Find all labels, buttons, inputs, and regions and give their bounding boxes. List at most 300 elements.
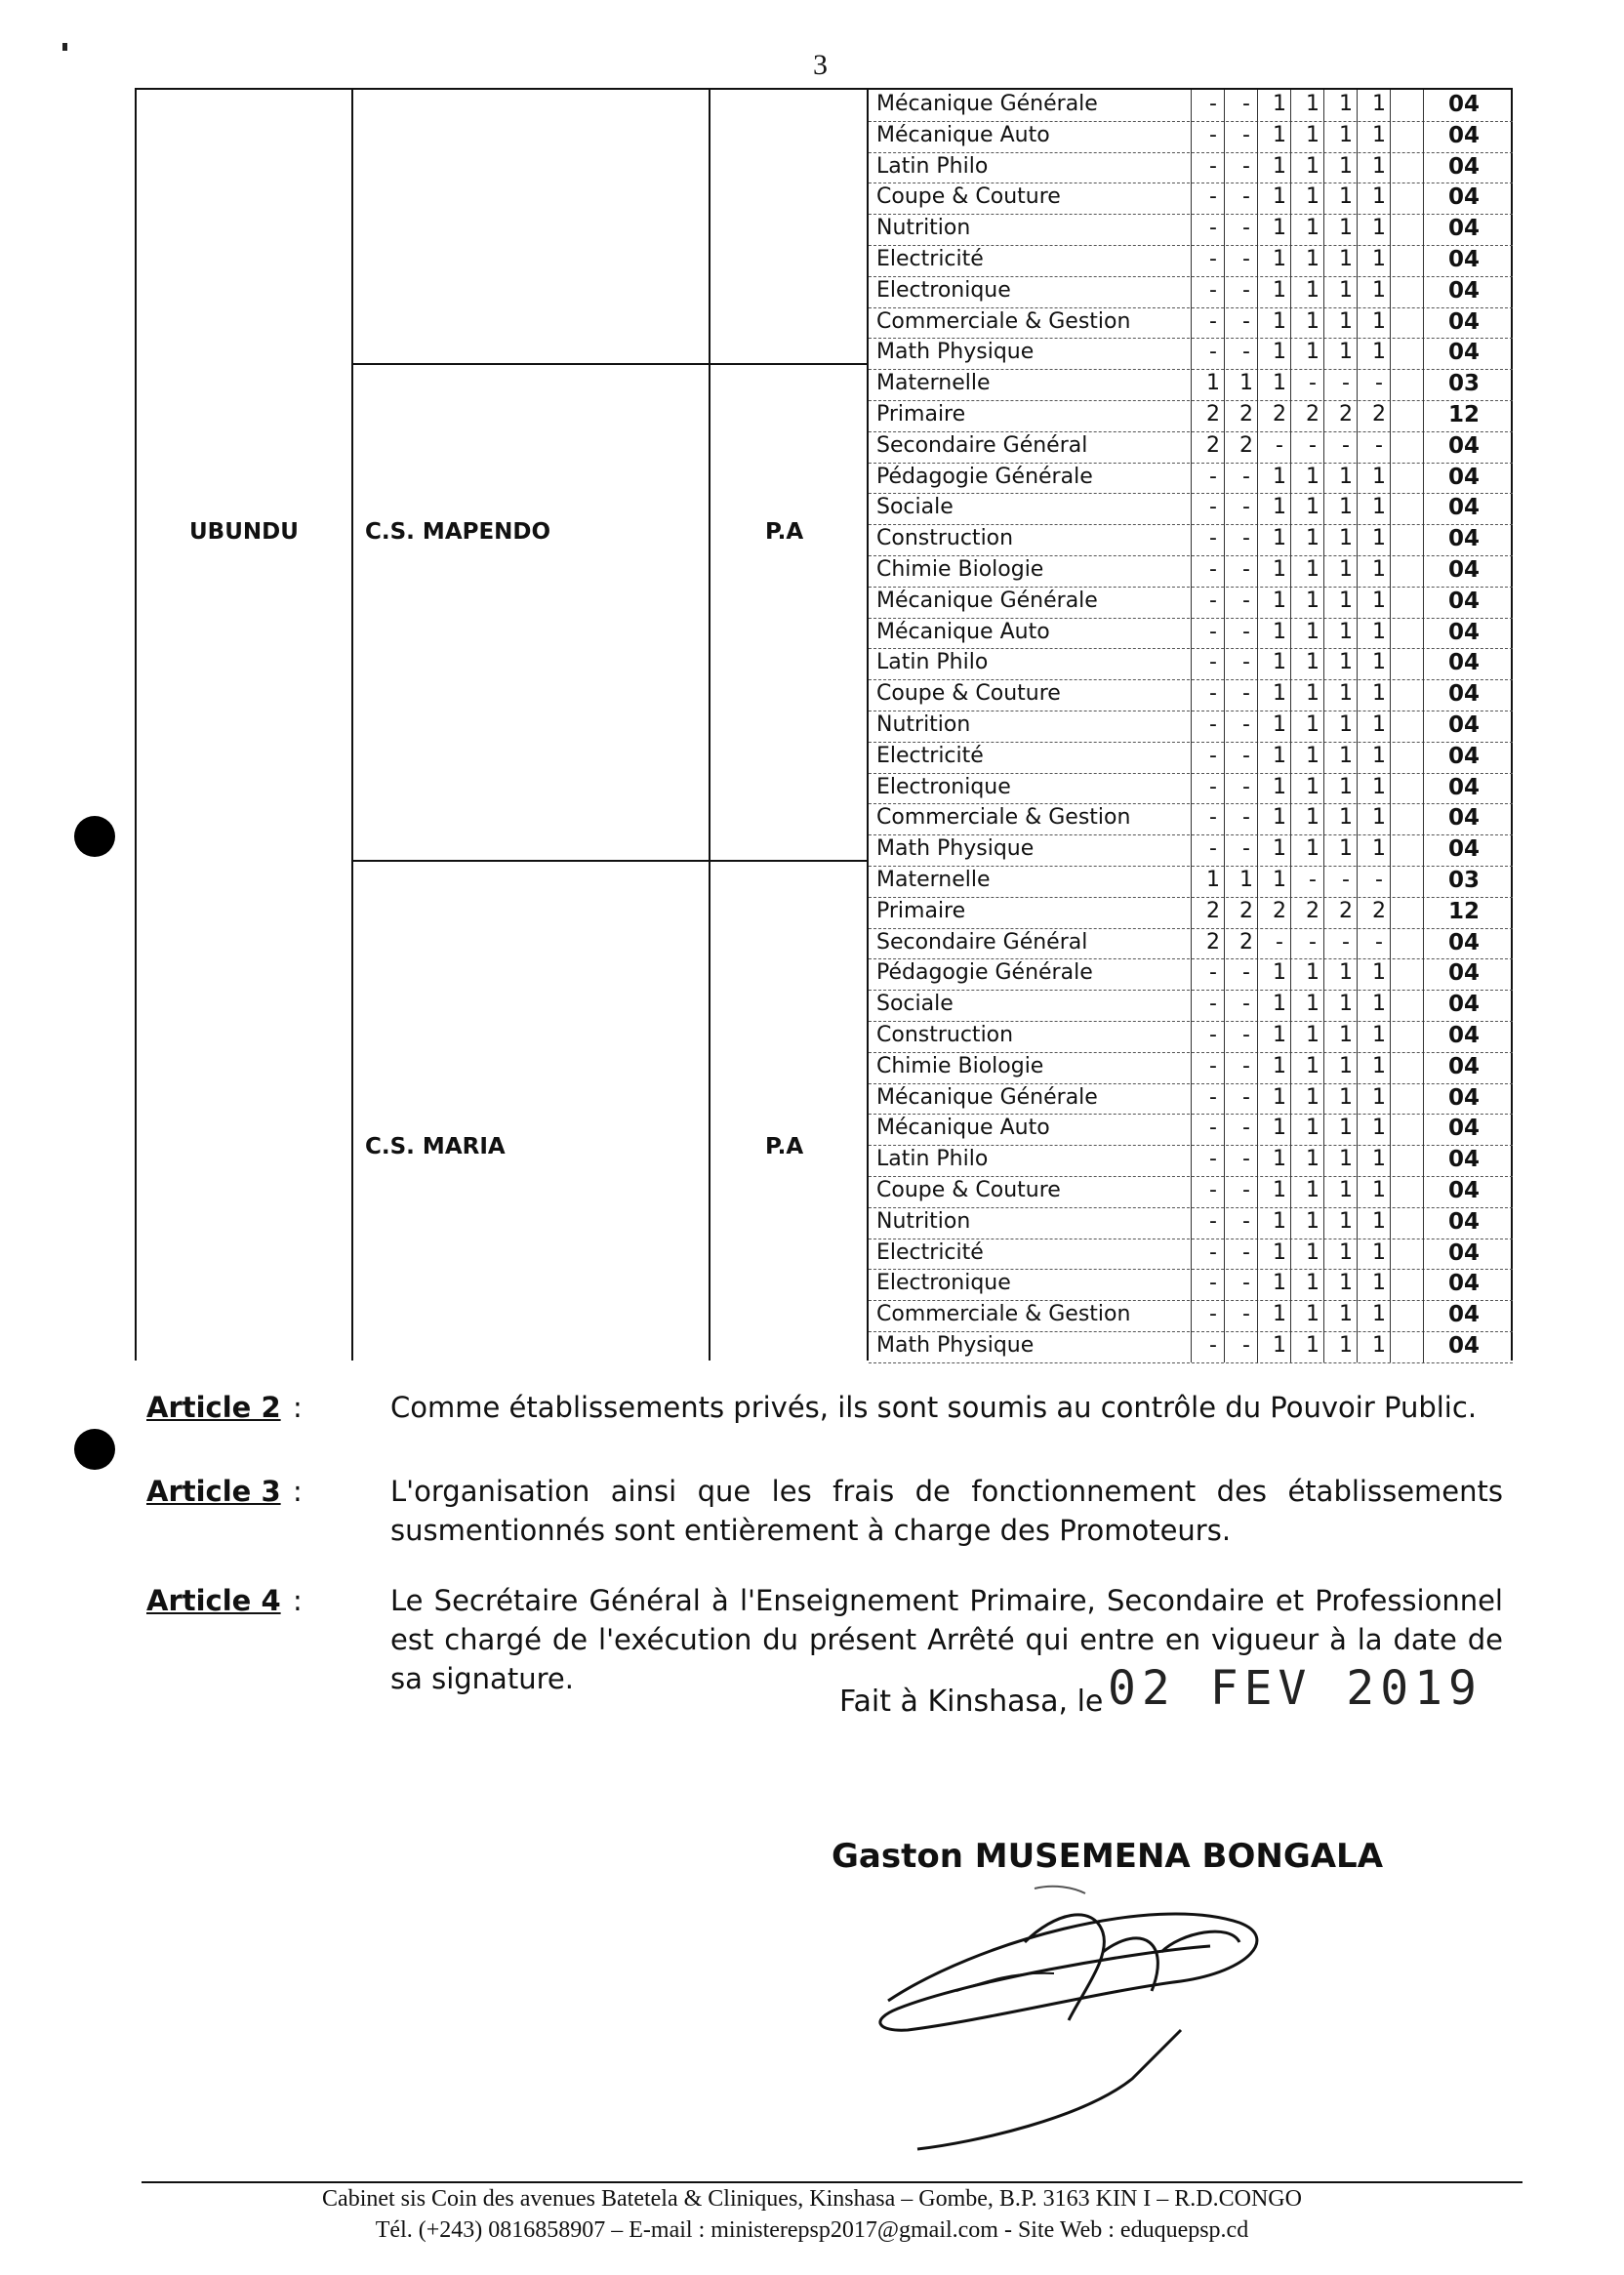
cell-divider [1257,493,1258,524]
total-cell: 04 [1447,1302,1480,1328]
subject-label: Mécanique Générale [876,588,1098,613]
cell-divider [1357,1269,1358,1300]
class-count-cell: 1 [1273,1239,1286,1265]
class-count-cell: 1 [1273,308,1286,334]
page-number: 3 [813,49,828,81]
footer-divider [142,2181,1522,2183]
table-row [869,524,1513,556]
cell-divider [1390,1021,1391,1052]
cell-divider [1390,1300,1391,1331]
cell-divider [1224,1239,1225,1270]
cell-divider [1423,958,1424,990]
class-count-cell: 1 [1306,992,1320,1017]
subject-label: Sociale [876,495,954,520]
article-label: Article 2 [146,1391,281,1424]
class-count-cell: 1 [1273,1147,1286,1172]
class-count-cell: 1 [1273,960,1286,986]
table-row [869,276,1513,308]
cell-divider [1390,1176,1391,1207]
cell-divider [1257,400,1258,431]
cell-divider [1390,897,1391,928]
article-text: Le Secrétaire Général à l'Enseignement Primaire, Secondaire et Professionnel est chargé de l'exécution du présent Arrêté qui entre en vigueur à la date de sa signature. [390,1584,1503,1695]
cell-divider [1423,587,1424,618]
cell-divider [1323,463,1324,494]
class-count-cell: 1 [1339,743,1353,768]
class-count-cell: - [1242,1302,1250,1327]
table-row [869,587,1513,619]
subject-label: Mécanique Générale [876,92,1098,116]
cell-divider [1224,431,1225,463]
class-count-cell: - [1242,495,1250,520]
class-count-cell: 1 [1306,1147,1320,1172]
cell-divider [1257,121,1258,152]
class-count-cell: - [1309,432,1317,458]
date-stamp: 02 FEV 2019 [1108,1661,1482,1716]
total-cell: 04 [1447,340,1480,366]
class-count-cell: - [1209,122,1217,147]
class-count-cell: 1 [1306,588,1320,613]
class-count-cell: - [1242,960,1250,986]
cell-divider [1224,276,1225,307]
cell-divider [1224,897,1225,928]
handwritten-signature [859,1884,1366,2157]
cell-divider [1191,431,1192,463]
class-count-cell: 1 [1339,1023,1353,1047]
class-count-cell: 1 [1306,1302,1320,1327]
article-text: L'organisation ainsi que les frais de fonctionnement des établissements susmentionnés sont entièrement à charge des Promoteurs. [390,1475,1503,1547]
cell-divider [1257,834,1258,866]
class-count-cell: 1 [1273,1053,1286,1078]
cell-divider [1191,648,1192,679]
table-row [869,990,1513,1022]
cell-divider [1390,493,1391,524]
cell-divider [1390,524,1391,555]
cell-divider [1290,648,1291,679]
cell-divider [1290,214,1291,245]
class-count-cell: 1 [1273,1271,1286,1296]
cell-divider [1224,742,1225,773]
class-count-cell: 1 [1306,960,1320,986]
cell-divider [1191,1083,1192,1115]
cell-divider [1323,555,1324,587]
cell-divider [1224,524,1225,555]
cell-divider [1423,1145,1424,1176]
cell-divider [1390,214,1391,245]
cell-divider [1423,1239,1424,1270]
cell-divider [1191,1207,1192,1239]
class-count-cell: - [1242,805,1250,831]
class-count-cell: - [1242,526,1250,551]
class-count-cell: 1 [1372,1116,1386,1141]
cell-divider [1224,1176,1225,1207]
cell-divider [1423,400,1424,431]
cell-divider [1423,90,1424,121]
class-count-cell: - [1209,216,1217,241]
class-count-cell: - [1242,712,1250,737]
table-row [869,463,1513,495]
cell-divider [1390,555,1391,587]
class-count-cell: - [1242,836,1250,862]
total-cell: 04 [1447,495,1480,521]
cell-divider [1290,493,1291,524]
class-count-cell: 1 [1306,184,1320,210]
class-count-cell: - [1242,1116,1250,1141]
cell-divider [1357,1331,1358,1362]
cell-divider [1191,711,1192,742]
cell-divider [1423,463,1424,494]
cell-divider [1257,1269,1258,1300]
class-count-cell: 1 [1372,247,1386,271]
cell-divider [1390,866,1391,897]
cell-divider [1224,245,1225,276]
cell-divider [1323,773,1324,804]
class-count-cell: - [1242,1053,1250,1078]
cell-divider [1323,90,1324,121]
class-count-cell: 1 [1273,464,1286,489]
table-row [869,928,1513,960]
cell-divider [1290,369,1291,400]
class-count-cell: - [1242,1239,1250,1265]
class-count-cell: 1 [1339,1239,1353,1265]
class-count-cell: 1 [1372,743,1386,768]
cell-divider [1224,1300,1225,1331]
class-count-cell: 1 [1372,122,1386,147]
class-count-cell: 1 [1339,495,1353,520]
table-row [869,1083,1513,1116]
class-count-cell: - [1242,247,1250,271]
subject-label: Math Physique [876,340,1035,365]
cell-divider [1357,834,1358,866]
allocation-table [135,88,1513,1361]
cell-divider [1257,958,1258,990]
cell-divider [1357,803,1358,834]
class-count-cell: - [1209,1208,1217,1234]
class-count-cell: - [1209,1023,1217,1047]
class-count-cell: 1 [1273,371,1286,396]
school-regime: P.A [765,519,804,545]
class-count-cell: - [1242,992,1250,1017]
article-label: Article 4 [146,1584,281,1617]
class-count-cell: 1 [1273,122,1286,147]
cell-divider [1390,1207,1391,1239]
cell-divider [1423,1176,1424,1207]
cell-divider [1323,214,1324,245]
class-count-cell: - [1209,1147,1217,1172]
cell-divider [1224,1021,1225,1052]
class-count-cell: 1 [1339,1333,1353,1358]
subject-label: Electronique [876,1271,1011,1296]
col-divider-1 [351,90,353,1361]
cell-divider [1290,587,1291,618]
class-count-cell: 1 [1273,1023,1286,1047]
table-row [869,369,1513,401]
cell-divider [1323,1021,1324,1052]
cell-divider [1191,1021,1192,1052]
cell-divider [1290,834,1291,866]
class-count-cell: 1 [1339,650,1353,675]
subject-label: Electronique [876,774,1011,799]
subject-label: Coupe & Couture [876,1178,1061,1202]
class-count-cell: 2 [1339,898,1353,923]
class-count-cell: 1 [1372,216,1386,241]
class-count-cell: - [1209,1116,1217,1141]
cell-divider [1257,990,1258,1021]
class-count-cell: - [1242,681,1250,707]
cell-divider [1224,866,1225,897]
cell-divider [1423,524,1424,555]
cell-divider [1257,1114,1258,1145]
class-count-cell: - [1209,619,1217,644]
cell-divider [1224,587,1225,618]
scan-speck [62,43,67,51]
class-count-cell: 1 [1372,992,1386,1017]
class-count-cell: 1 [1306,1178,1320,1202]
class-count-cell: 1 [1239,371,1253,396]
class-count-cell: 1 [1372,774,1386,799]
class-count-cell: 2 [1239,402,1253,427]
total-cell: 04 [1447,681,1480,708]
cell-divider [1390,1145,1391,1176]
cell-divider [1191,1269,1192,1300]
class-count-cell: 1 [1372,1023,1386,1047]
class-count-cell: 1 [1306,340,1320,365]
class-count-cell: 1 [1372,681,1386,707]
class-count-cell: - [1242,308,1250,334]
cell-divider [1290,276,1291,307]
class-count-cell: 1 [1273,557,1286,582]
cell-divider [1357,1300,1358,1331]
class-count-cell: - [1209,557,1217,582]
class-count-cell: 1 [1339,1302,1353,1327]
class-count-cell: 1 [1339,960,1353,986]
school-name: C.S. MARIA [365,1134,506,1159]
class-count-cell: - [1209,184,1217,210]
class-count-cell: - [1242,1208,1250,1234]
cell-divider [1357,587,1358,618]
table-row [869,431,1513,464]
subject-label: Latin Philo [876,153,989,179]
class-count-cell: 1 [1372,277,1386,303]
cell-divider [1290,1331,1291,1362]
block-separator [351,363,869,365]
class-count-cell: - [1375,929,1383,955]
cell-divider [1224,183,1225,214]
cell-divider [1323,648,1324,679]
class-count-cell: 1 [1339,153,1353,179]
cell-divider [1191,152,1192,183]
class-count-cell: 1 [1306,247,1320,271]
cell-divider [1257,307,1258,339]
class-count-cell: - [1209,992,1217,1017]
cell-divider [1224,307,1225,339]
subject-label: Maternelle [876,371,991,396]
table-row [869,742,1513,774]
cell-divider [1191,493,1192,524]
cell-divider [1390,400,1391,431]
table-row [869,555,1513,588]
cell-divider [1224,1269,1225,1300]
cell-divider [1257,711,1258,742]
cell-divider [1191,400,1192,431]
cell-divider [1290,1052,1291,1083]
class-count-cell: 1 [1273,277,1286,303]
total-cell: 04 [1447,743,1480,769]
cell-divider [1257,524,1258,555]
cell-divider [1191,990,1192,1021]
cell-divider [1423,121,1424,152]
cell-divider [1191,276,1192,307]
class-count-cell: 2 [1339,402,1353,427]
cell-divider [1224,928,1225,959]
cell-divider [1224,90,1225,121]
cell-divider [1290,245,1291,276]
cell-divider [1224,773,1225,804]
article-colon: : [293,1475,303,1508]
class-count-cell: 1 [1306,1271,1320,1296]
class-count-cell: - [1276,929,1283,955]
class-count-cell: 1 [1372,1239,1386,1265]
footer-address: Cabinet sis Coin des avenues Batetela & Cliniques, Kinshasa – Gombe, B.P. 3163 KIN I – R.D.CONGO [322,2186,1302,2212]
class-count-cell: - [1242,464,1250,489]
cell-divider [1290,1145,1291,1176]
subject-label: Commerciale & Gestion [876,1302,1131,1327]
cell-divider [1290,958,1291,990]
cell-divider [1423,431,1424,463]
cell-divider [1390,307,1391,339]
class-count-cell: 1 [1339,619,1353,644]
cell-divider [1323,276,1324,307]
cell-divider [1224,1331,1225,1362]
cell-divider [1290,338,1291,369]
cell-divider [1191,555,1192,587]
cell-divider [1323,121,1324,152]
cell-divider [1257,276,1258,307]
class-count-cell: - [1375,371,1383,396]
cell-divider [1224,1052,1225,1083]
cell-divider [1290,90,1291,121]
table-row [869,245,1513,277]
cell-divider [1257,773,1258,804]
cell-divider [1423,493,1424,524]
cell-divider [1357,866,1358,897]
cell-divider [1390,711,1391,742]
cell-divider [1390,431,1391,463]
school-regime: P.A [765,1134,804,1159]
class-count-cell: 2 [1206,402,1220,427]
class-count-cell: 1 [1372,308,1386,334]
cell-divider [1191,183,1192,214]
cell-divider [1323,587,1324,618]
cell-divider [1323,1239,1324,1270]
total-cell: 04 [1447,1178,1480,1203]
cell-divider [1323,1207,1324,1239]
class-count-cell: 1 [1273,868,1286,892]
cell-divider [1191,1145,1192,1176]
table-row [869,1176,1513,1208]
class-count-cell: 1 [1306,464,1320,489]
cell-divider [1323,834,1324,866]
cell-divider [1423,1021,1424,1052]
cell-divider [1390,121,1391,152]
cell-divider [1323,400,1324,431]
cell-divider [1423,648,1424,679]
class-count-cell: 1 [1372,1208,1386,1234]
total-cell: 04 [1447,1208,1480,1235]
class-count-cell: 1 [1306,774,1320,799]
table-row [869,1145,1513,1177]
cell-divider [1390,679,1391,711]
cell-divider [1290,773,1291,804]
class-count-cell: - [1309,868,1317,892]
cell-divider [1257,338,1258,369]
total-cell: 04 [1447,184,1480,211]
cell-divider [1357,307,1358,339]
cell-divider [1423,183,1424,214]
punch-hole-top [74,816,115,857]
cell-divider [1191,245,1192,276]
cell-divider [1390,369,1391,400]
cell-divider [1423,742,1424,773]
cell-divider [1357,679,1358,711]
class-count-cell: 1 [1306,122,1320,147]
cell-divider [1423,1207,1424,1239]
cell-divider [1357,1239,1358,1270]
subject-label: Coupe & Couture [876,681,1061,707]
table-row [869,493,1513,525]
class-count-cell: - [1342,929,1350,955]
cell-divider [1224,400,1225,431]
class-count-cell: 1 [1339,774,1353,799]
cell-divider [1323,152,1324,183]
table-row [869,1300,1513,1332]
cell-divider [1290,463,1291,494]
subject-label: Electronique [876,277,1011,303]
class-count-cell: 1 [1306,308,1320,334]
class-count-cell: 2 [1273,402,1286,427]
cell-divider [1257,679,1258,711]
class-count-cell: 2 [1206,898,1220,923]
cell-divider [1357,897,1358,928]
cell-divider [1423,679,1424,711]
total-cell: 04 [1447,650,1480,676]
class-count-cell: - [1242,557,1250,582]
cell-divider [1423,928,1424,959]
total-cell: 04 [1447,774,1480,800]
class-count-cell: 2 [1206,929,1220,955]
class-count-cell: - [1209,650,1217,675]
cell-divider [1290,555,1291,587]
cell-divider [1224,711,1225,742]
class-count-cell: - [1242,1147,1250,1172]
cell-divider [1191,307,1192,339]
cell-divider [1191,524,1192,555]
cell-divider [1257,555,1258,587]
total-cell: 04 [1447,92,1480,117]
cell-divider [1423,834,1424,866]
cell-divider [1290,431,1291,463]
class-count-cell: - [1375,432,1383,458]
cell-divider [1423,1269,1424,1300]
table-row [869,152,1513,184]
class-count-cell: 1 [1339,836,1353,862]
cell-divider [1423,214,1424,245]
table-row [869,1239,1513,1271]
cell-divider [1323,369,1324,400]
cell-divider [1257,152,1258,183]
class-count-cell: 1 [1372,1178,1386,1202]
class-count-cell: 2 [1206,432,1220,458]
cell-divider [1290,803,1291,834]
